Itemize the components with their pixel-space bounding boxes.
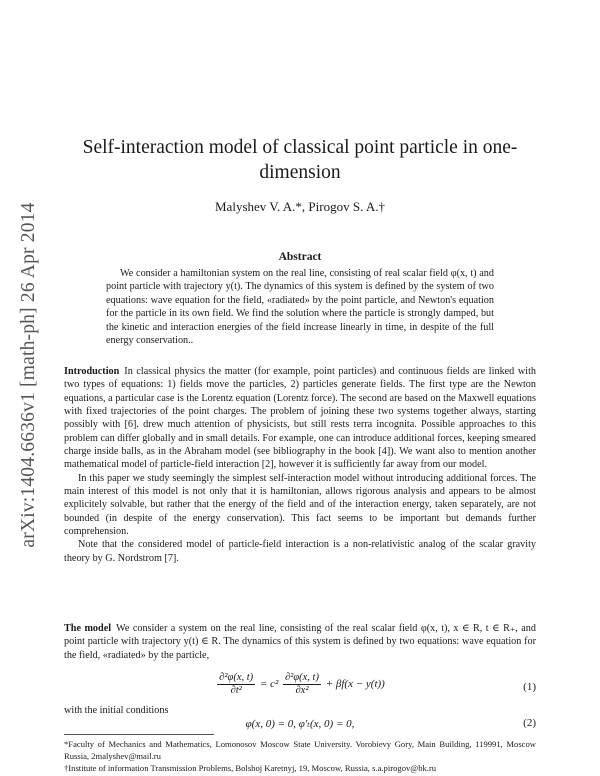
eq1-rhs-denominator: ∂x² <box>295 685 309 696</box>
intro-paragraph-3: Note that the considered model of particle-field interaction is a non-relativistic analog of the scalar gravity theory by G. Nordstrom [7]. <box>64 539 536 564</box>
model-heading: The model <box>64 623 112 634</box>
eq1-source-term: + βf(x − y(t)) <box>325 678 385 691</box>
footnote-1: *Faculty of Mechanics and Mathematics, Lomonosov Moscow State University. Vorobievy Gory, Main Building, 119991, Moscow Russia, 2malyshev@mail.ru <box>64 739 536 761</box>
model-p1-text: We consider a system on the real line, consisting of the real scalar field φ(x, t), x ∈ R, t ∈ R₊, and point particle with trajectory y(t) ∈ R. The dynamics of this system is defined by two equations: wave equation for the field, «radiated» by the particle, <box>64 623 536 661</box>
equation-2 <box>64 717 536 731</box>
arxiv-identifier: arXiv:1404.6636v1 [math-ph] 26 Apr 2014 <box>18 202 39 548</box>
paper-authors: Malyshev V. A.*, Pirogov S. A.† <box>215 199 385 214</box>
introduction-section <box>64 365 536 565</box>
equation-2-number: (2) <box>523 717 536 729</box>
equation-1 <box>64 670 536 704</box>
abstract-text: We consider a hamiltonian system on the real line, consisting of real scalar field φ(x, t) and point particle with trajectory y(t). The dynamics of this system is defined by the system of two equations: wave equation for the field, «radiated» by the point particle, and Newton's equation for the particle in its own field. We find the solution where the particle is strongly damped, but the kinetic and interaction energies of the field increase linearly in time, in despite of the full energy conservation.. <box>106 268 494 347</box>
intro-p1-text: In classical physics the matter (for example, point particles) and continuous fields are linked with two types of equations: 1) fields move the particles, 2) particles generate fields. The first type are the Newton equations, a particular case is the Lorentz equation (Lorentz force). The second are based on the Maxwell equations with fixed trajectories of the point charges. The problem of joining these two systems together always, starting possibly with [6]. drew much attention of physicists, but still rests terra incognita. Possible approaches to this problem can differ globally and in small details. For example, one can introduce additional forces, keeping smeared charge inside balls, as in the Abraham model (see bibliography in the book [4]). We want also to mention another mathematical model of particle-field interaction [2], however it is sufficiently far away from our model. <box>64 366 536 471</box>
model-paragraph-1 <box>64 622 536 662</box>
intro-paragraph-1 <box>64 365 536 472</box>
intro-paragraph-2: In this paper we study seemingly the simplest self-interaction model without introducing additional forces. The main interest of this model is not only that it is hamiltonian, allows rigorous analysis and appears to be almost explicitely solvable, but rather that the energy of the field and of the interaction energy, taken separately, are not bounded (in despite of the energy conservation). This fact seems to be important but demands further comprehension. <box>64 472 536 538</box>
eq1-lhs-denominator: ∂t² <box>230 685 242 696</box>
equation-1-expression <box>64 672 536 697</box>
eq1-rhs-numerator: ∂²φ(x, t) <box>285 672 319 683</box>
model-section <box>64 622 536 662</box>
eq1-equals: = c² <box>259 678 279 691</box>
equation-1-number: (1) <box>523 681 536 693</box>
intro-heading: Introduction <box>64 366 120 377</box>
eq1-lhs-fraction <box>217 672 255 697</box>
arxiv-sidebar-stamp <box>14 185 44 565</box>
paper-title: Self-interaction model of classical point particle in one-dimension <box>82 137 518 183</box>
initial-conditions-line <box>64 704 536 717</box>
with-initial-conditions: with the initial conditions <box>64 705 169 716</box>
equation-2-expression: φ(x, 0) = 0, φ′ₜ(x, 0) = 0, <box>245 718 355 730</box>
footnote-2: †Institute of information Transmission Problems, Bolshoj Karetnyj, 19, Moscow, Russia, s.a.pirogov@bk.ru <box>64 763 437 773</box>
eq1-rhs-fraction <box>283 672 321 697</box>
abstract-heading: Abstract <box>278 251 322 263</box>
eq1-lhs-numerator: ∂²φ(x, t) <box>219 672 254 683</box>
footnote-rule <box>64 734 214 735</box>
